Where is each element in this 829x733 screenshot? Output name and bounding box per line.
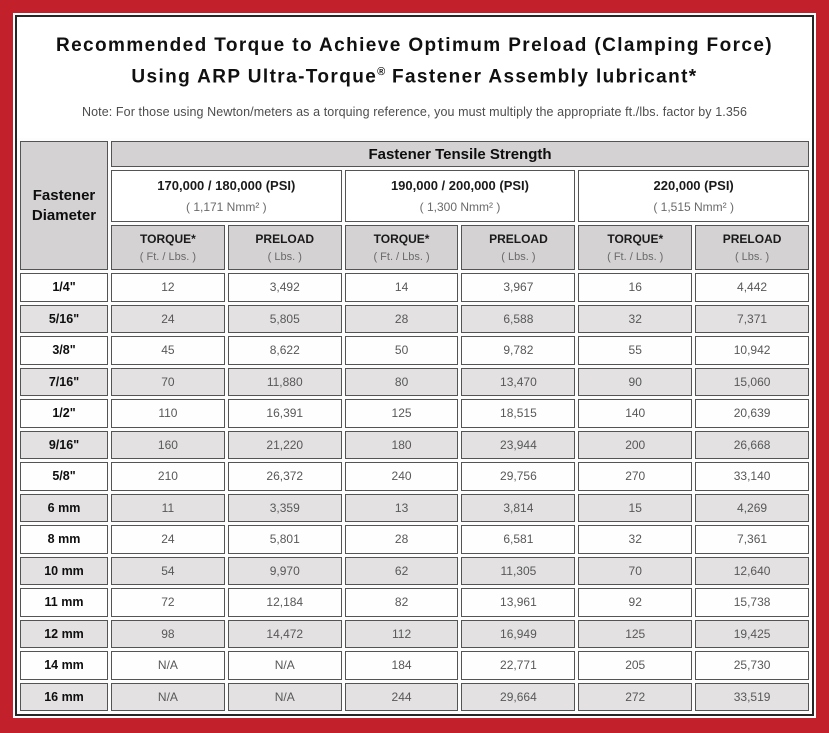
tensile-strength-header-row — [20, 141, 809, 167]
torque-value-cell: 82 — [345, 588, 459, 617]
table-row — [20, 336, 809, 365]
torque-value-cell: 240 — [345, 462, 459, 491]
preload-value-cell: 33,519 — [695, 683, 809, 712]
preload-value-cell: 16,949 — [461, 620, 575, 649]
torque-value-cell: 28 — [345, 525, 459, 554]
fastener-diameter-cell: 7/16" — [20, 368, 108, 397]
preload-value-cell: 3,492 — [228, 273, 342, 302]
document-sheet — [13, 13, 816, 718]
table-row — [20, 494, 809, 523]
torque-value-cell: 14 — [345, 273, 459, 302]
preload-value-cell: 8,622 — [228, 336, 342, 365]
preload-value-cell: 5,801 — [228, 525, 342, 554]
torque-value-cell: 98 — [111, 620, 225, 649]
fastener-diameter-cell: 5/8" — [20, 462, 108, 491]
fastener-diameter-cell: 3/8" — [20, 336, 108, 365]
torque-value-cell: 125 — [345, 399, 459, 428]
preload-value-cell: 12,640 — [695, 557, 809, 586]
preload-value-cell: 3,359 — [228, 494, 342, 523]
nmm-value-label: ( 1,171 Nmm² ) — [185, 200, 267, 214]
preload-column-header — [695, 225, 809, 270]
preload-value-cell: 19,425 — [695, 620, 809, 649]
preload-value-cell: 15,738 — [695, 588, 809, 617]
preload-value-cell: 6,588 — [461, 305, 575, 334]
preload-value-cell: 7,371 — [695, 305, 809, 334]
psi-group-220 — [578, 170, 809, 222]
table-row — [20, 588, 809, 617]
torque-value-cell: 50 — [345, 336, 459, 365]
torque-value-cell: 32 — [578, 525, 692, 554]
nmm-value-label: ( 1,515 Nmm² ) — [653, 200, 734, 214]
table-row — [20, 368, 809, 397]
torque-value-cell: 244 — [345, 683, 459, 712]
fastener-diameter-cell: 12 mm — [20, 620, 108, 649]
torque-value-cell: 110 — [111, 399, 225, 428]
torque-value-cell: 90 — [578, 368, 692, 397]
torque-value-cell: 11 — [111, 494, 225, 523]
preload-value-cell: 13,470 — [461, 368, 575, 397]
preload-label: PRELOAD — [255, 232, 315, 246]
fastener-diameter-cell: 6 mm — [20, 494, 108, 523]
psi-group-170-180 — [111, 170, 342, 222]
torque-unit: ( Ft. / Lbs. ) — [607, 251, 664, 263]
torque-value-cell: 160 — [111, 431, 225, 460]
preload-value-cell: 4,269 — [695, 494, 809, 523]
torque-value-cell: 92 — [578, 588, 692, 617]
preload-value-cell: 13,961 — [461, 588, 575, 617]
preload-value-cell: 4,442 — [695, 273, 809, 302]
table-row — [20, 399, 809, 428]
fastener-diameter-cell: 14 mm — [20, 651, 108, 680]
preload-value-cell: N/A — [228, 651, 342, 680]
torque-spec-table — [17, 138, 812, 714]
preload-value-cell: 15,060 — [695, 368, 809, 397]
torque-value-cell: 45 — [111, 336, 225, 365]
preload-value-cell: 20,639 — [695, 399, 809, 428]
psi-group-190-200 — [345, 170, 576, 222]
torque-column-header — [345, 225, 459, 270]
fastener-diameter-cell: 1/4" — [20, 273, 108, 302]
preload-unit: ( Lbs. ) — [501, 251, 536, 263]
torque-value-cell: 210 — [111, 462, 225, 491]
title-line2-text: Using ARP Ultra-Torque — [131, 66, 378, 88]
table-row — [20, 557, 809, 586]
preload-value-cell: 5,805 — [228, 305, 342, 334]
torque-value-cell: 32 — [578, 305, 692, 334]
table-row — [20, 651, 809, 680]
table-row — [20, 462, 809, 491]
preload-column-header — [461, 225, 575, 270]
preload-value-cell: 3,967 — [461, 273, 575, 302]
preload-value-cell: 12,184 — [228, 588, 342, 617]
preload-value-cell: 11,880 — [228, 368, 342, 397]
fastener-diameter-cell: 8 mm — [20, 525, 108, 554]
note-text: Note: For those using Newton/meters as a torquing reference, you must multiply the appropriate ft./lbs. factor by 1.356 — [81, 105, 747, 120]
torque-unit: ( Ft. / Lbs. ) — [139, 251, 197, 263]
column-header-row — [20, 225, 809, 270]
torque-value-cell: 54 — [111, 557, 225, 586]
fastener-diameter-header: Fastener Diameter — [20, 141, 108, 270]
preload-value-cell: 29,664 — [461, 683, 575, 712]
fastener-diameter-cell: 5/16" — [20, 305, 108, 334]
torque-label: TORQUE* — [140, 232, 196, 246]
preload-value-cell: 18,515 — [461, 399, 575, 428]
torque-column-header — [578, 225, 692, 270]
torque-value-cell: 70 — [111, 368, 225, 397]
preload-value-cell: 3,814 — [461, 494, 575, 523]
preload-value-cell: 29,756 — [461, 462, 575, 491]
table-row — [20, 431, 809, 460]
torque-value-cell: N/A — [111, 651, 225, 680]
preload-value-cell: 23,944 — [461, 431, 575, 460]
registered-trademark-symbol: ® — [377, 66, 386, 78]
torque-value-cell: N/A — [111, 683, 225, 712]
preload-value-cell: 9,970 — [228, 557, 342, 586]
psi-group-header-row — [20, 170, 809, 222]
tensile-strength-header: Fastener Tensile Strength — [111, 141, 809, 167]
torque-value-cell: 272 — [578, 683, 692, 712]
torque-value-cell: 13 — [345, 494, 459, 523]
torque-table-body — [20, 273, 809, 711]
title-block — [17, 17, 812, 138]
preload-value-cell: 26,372 — [228, 462, 342, 491]
psi-value-label: 170,000 / 180,000 (PSI) — [157, 178, 296, 193]
preload-column-header — [228, 225, 342, 270]
page-title-line2 — [17, 59, 812, 90]
torque-value-cell: 72 — [111, 588, 225, 617]
title-line2-text-end: Fastener Assembly lubricant* — [385, 66, 698, 88]
fastener-diameter-cell: 10 mm — [20, 557, 108, 586]
table-row — [20, 620, 809, 649]
preload-value-cell: 7,361 — [695, 525, 809, 554]
torque-value-cell: 125 — [578, 620, 692, 649]
torque-value-cell: 12 — [111, 273, 225, 302]
fastener-diameter-cell: 16 mm — [20, 683, 108, 712]
torque-label: TORQUE* — [607, 232, 664, 246]
preload-value-cell: 6,581 — [461, 525, 575, 554]
torque-value-cell: 70 — [578, 557, 692, 586]
torque-column-header — [111, 225, 225, 270]
preload-value-cell: 26,668 — [695, 431, 809, 460]
torque-value-cell: 16 — [578, 273, 692, 302]
nmm-value-label: ( 1,300 Nmm² ) — [419, 200, 501, 214]
torque-value-cell: 28 — [345, 305, 459, 334]
fastener-diameter-cell: 11 mm — [20, 588, 108, 617]
preload-value-cell: 16,391 — [228, 399, 342, 428]
torque-value-cell: 24 — [111, 305, 225, 334]
torque-unit: ( Ft. / Lbs. ) — [373, 251, 430, 263]
torque-value-cell: 80 — [345, 368, 459, 397]
psi-value-label: 190,000 / 200,000 (PSI) — [390, 178, 529, 193]
torque-value-cell: 184 — [345, 651, 459, 680]
torque-label: TORQUE* — [373, 232, 430, 246]
preload-value-cell: 22,771 — [461, 651, 575, 680]
preload-unit: ( Lbs. ) — [734, 251, 770, 263]
torque-value-cell: 200 — [578, 431, 692, 460]
preload-value-cell: 11,305 — [461, 557, 575, 586]
page-title-line1: Recommended Torque to Achieve Optimum Preload (Clamping Force) — [55, 35, 774, 56]
table-row — [20, 305, 809, 334]
preload-label: PRELOAD — [722, 232, 782, 246]
psi-value-label: 220,000 (PSI) — [653, 178, 734, 193]
torque-value-cell: 180 — [345, 431, 459, 460]
preload-value-cell: 33,140 — [695, 462, 809, 491]
fastener-diameter-cell: 9/16" — [20, 431, 108, 460]
torque-value-cell: 112 — [345, 620, 459, 649]
preload-value-cell: 14,472 — [228, 620, 342, 649]
preload-value-cell: N/A — [228, 683, 342, 712]
table-row — [20, 273, 809, 302]
preload-label: PRELOAD — [489, 232, 548, 246]
torque-value-cell: 270 — [578, 462, 692, 491]
document-inner-border — [15, 15, 814, 716]
torque-value-cell: 205 — [578, 651, 692, 680]
preload-value-cell: 25,730 — [695, 651, 809, 680]
torque-value-cell: 62 — [345, 557, 459, 586]
preload-value-cell: 21,220 — [228, 431, 342, 460]
torque-value-cell: 15 — [578, 494, 692, 523]
torque-value-cell: 55 — [578, 336, 692, 365]
torque-value-cell: 24 — [111, 525, 225, 554]
torque-value-cell: 140 — [578, 399, 692, 428]
preload-unit: ( Lbs. ) — [267, 251, 302, 263]
preload-value-cell: 9,782 — [461, 336, 575, 365]
table-row — [20, 683, 809, 712]
preload-value-cell: 10,942 — [695, 336, 809, 365]
fastener-diameter-cell: 1/2" — [20, 399, 108, 428]
table-row — [20, 525, 809, 554]
